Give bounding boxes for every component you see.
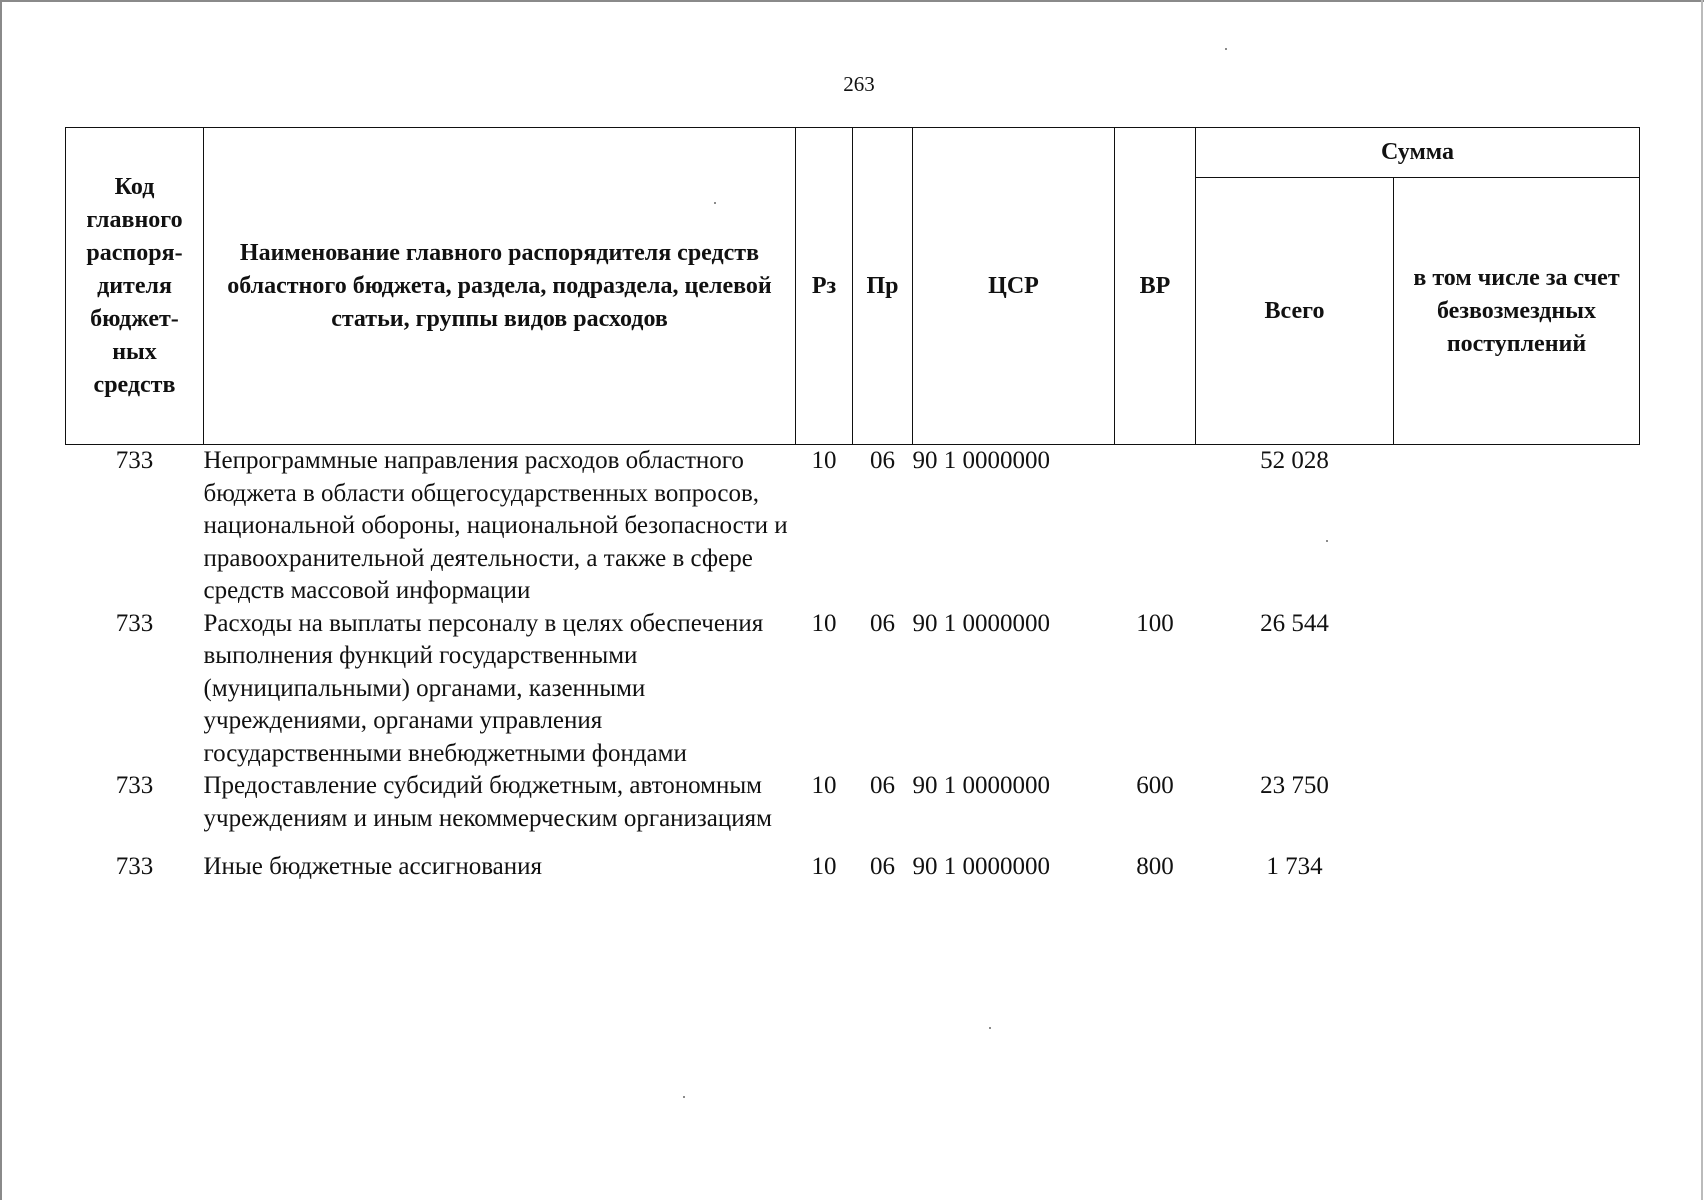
header-code: Код главного распоря-дителя бюджет-ных средств	[66, 128, 204, 445]
cell-csr: 90 1 0000000	[912, 447, 1050, 474]
cell-rz: 10	[811, 772, 837, 799]
cell-pr: 06	[870, 447, 895, 474]
cell-pr: 06	[870, 609, 895, 637]
cell-total: 23 750	[1260, 772, 1329, 799]
scan-speck	[683, 1096, 685, 1098]
cell-csr: 90 1 0000000	[912, 853, 1050, 880]
cell-name: Иные бюджетные ассигнования	[203, 853, 543, 880]
cell-vr: 100	[1136, 609, 1174, 637]
header-total: Всего	[1196, 178, 1394, 445]
cell-code: 733	[115, 447, 154, 474]
cell-code: 733	[115, 772, 154, 799]
cell-vr	[1115, 445, 1196, 608]
table-row	[66, 770, 1640, 835]
header-vr: ВР	[1115, 128, 1196, 445]
cell-grants	[1394, 608, 1640, 771]
cell-name: Непрограммные направления расходов областного бюджета в области общегосударственных вопросов, национальной обороны, национальной безопасности и правоохранительной деятельности, а также в сфере средств массовой информации	[203, 447, 788, 604]
cell-grants	[1394, 835, 1640, 884]
cell-vr: 600	[1136, 772, 1174, 799]
cell-name: Предоставление субсидий бюджетным, автономным учреждениям и иным некоммерческим организациям	[203, 772, 772, 832]
cell-total: 1 734	[1266, 853, 1323, 880]
cell-rz: 10	[811, 853, 837, 880]
page-number: 263	[843, 72, 875, 96]
cell-grants	[1394, 770, 1640, 835]
cell-rz: 10	[811, 447, 837, 474]
cell-code: 733	[115, 853, 154, 880]
header-name: Наименование главного распорядителя средств областного бюджета, раздела, подраздела, целевой статьи, группы видов расходов	[204, 128, 796, 445]
scan-edge-left	[0, 0, 2, 1200]
cell-csr: 90 1 0000000	[912, 609, 1050, 637]
cell-total: 26 544	[1260, 609, 1329, 637]
cell-total: 52 028	[1260, 447, 1329, 474]
cell-name: Расходы на выплаты персоналу в целях обеспечения выполнения функций государственными (муниципальными) органами, казенными учреждениями, органами управления государственными внебюджетными фондами	[203, 609, 764, 767]
cell-rz: 10	[811, 609, 837, 637]
scan-speck	[989, 1027, 991, 1029]
cell-pr: 06	[870, 853, 895, 880]
header-sum: Сумма	[1196, 128, 1640, 178]
header-csr: ЦСР	[913, 128, 1115, 445]
table-row	[66, 445, 1640, 608]
scan-edge-right	[1701, 0, 1703, 1200]
table-row	[66, 835, 1640, 884]
cell-pr: 06	[870, 772, 895, 799]
table-row	[66, 608, 1640, 771]
cell-vr: 800	[1136, 853, 1174, 880]
cell-code: 733	[115, 609, 154, 637]
scan-speck	[714, 202, 716, 204]
scan-edge-top	[0, 0, 1704, 2]
cell-grants	[1394, 445, 1640, 608]
header-rz: Рз	[796, 128, 853, 445]
scan-speck	[1326, 540, 1328, 542]
scan-speck	[1225, 48, 1227, 50]
header-pr: Пр	[853, 128, 913, 445]
header-grants: в том числе за счет безвозмездных поступлений	[1394, 178, 1640, 445]
budget-table	[65, 127, 1640, 884]
cell-csr: 90 1 0000000	[912, 772, 1050, 799]
header-row-1	[66, 128, 1640, 178]
